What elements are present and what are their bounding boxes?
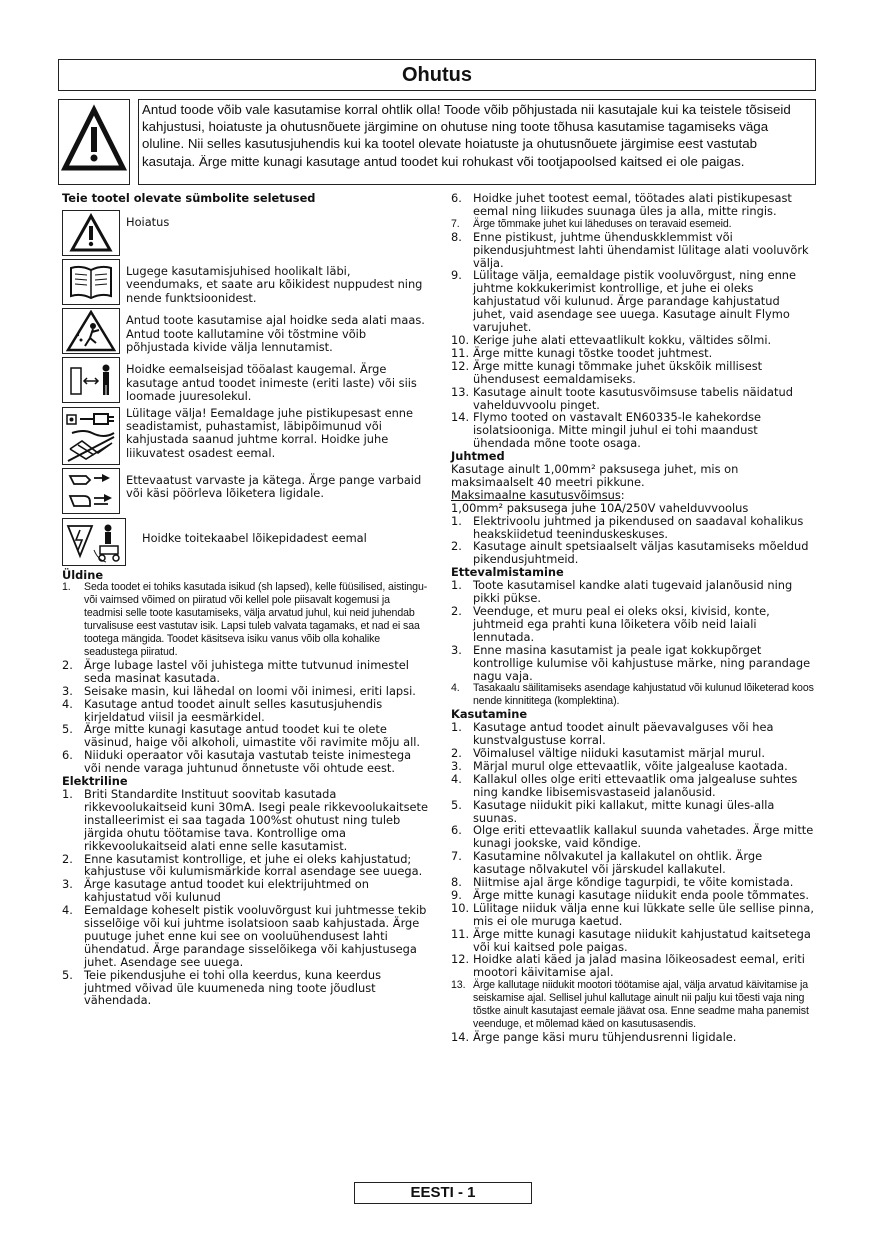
symbol-text: Lülitage välja! Eemaldage juhe pistikupesast enne seadistamist, puhastamist, läbipõimunud või kahjustada saanud juhtme korral. Hoidke juhe liikuvatest osadest eemal.	[126, 405, 414, 460]
cables-rating-value: 1,00mm² paksusega juhe 10A/250V vahelduvvoolus	[451, 500, 749, 515]
right-column	[451, 192, 815, 1044]
list-item: 10. Lülitage niiduk välja enne kui lükkate selle üle sellise pinna, mis ei ole muruga kaetud.	[451, 900, 814, 928]
list-item: 10. Kerige juhe alati ettevaatlikult kokku, vältides sõlmi.	[451, 332, 772, 347]
warning-triangle-icon	[62, 210, 120, 256]
symbol-row	[62, 308, 430, 354]
electrical-list-part1	[62, 788, 430, 1007]
list-item: 9. Ärge mitte kunagi kasutage niidukit enda poole tõmmates.	[451, 887, 809, 902]
symbol-row	[62, 259, 430, 305]
precautions-list	[451, 579, 815, 708]
list-item: 4. Kasutage antud toodet ainult selles kasutusjuhendis kirjeldatud viisil ja eesmärkidel.	[62, 696, 383, 724]
flying-objects-icon	[62, 308, 120, 354]
cable-blades-icon	[62, 518, 126, 566]
list-item: 2. Ärge lubage lastel või juhistega mitte tutvunud inimestel seda masinat kasutada.	[62, 657, 409, 685]
list-item: 1. Seda toodet ei tohiks kasutada isikud (sh lapsed), kelle füüsilised, aistingu- või vaimsed võimed on piiratud või kellel pole piisavalt kogemusi ja teadmisi selle toote kasutamiseks, välja arvatud juhul, kui neid juhendab turvalisuse eest vastutav isik. Lapsi tuleb valvata tagamaks, et nad ei saa tootega mängida. Toodet käsitseva isiku vanus võib olla kohalike seadustega piiratud.	[62, 581, 428, 658]
list-item: 12. Ärge mitte kunagi tõmmake juhet ükskõik millisest ühendusest eemaldamiseks.	[451, 358, 763, 386]
list-item: 3. Märjal murul olge ettevaatlik, võite jalgealuse kaotada.	[451, 758, 788, 773]
list-item: 5. Ärge mitte kunagi kasutage antud toodet kui te olete väsinud, haige või alkoholi, uimastite või ravimite mõju all.	[62, 722, 421, 750]
warning-triangle-icon	[59, 100, 129, 184]
left-column	[62, 192, 430, 1007]
list-item: 6. Niiduki operaator või kasutaja vastutab teiste inimestega või nende varaga juhtunud õnnetuste või ohtude eest.	[62, 748, 412, 776]
list-item: 1. Elektrivoolu juhtmed ja pikendused on saadaval kohalikus heakskiidetud teeninduskeskuses.	[451, 513, 804, 541]
list-item: 13. Kasutage ainult toote kasutusvõimsuse tabelis näidatud vahelduvvoolu pinget.	[451, 384, 793, 412]
symbol-text: Antud toote kasutamise ajal hoidke seda alati maas. Antud toote kallutamine või tõstmine võib põhjustada kivide välja lennutamist.	[126, 313, 425, 354]
cables-heading: Juhtmed	[451, 449, 505, 464]
list-item: 2. Kasutage ainult spetsiaalselt väljas kasutamiseks mõeldud pikendusjuhtmeid.	[451, 539, 809, 567]
symbol-row	[62, 407, 430, 465]
symbol-row	[62, 357, 430, 403]
general-list	[62, 581, 430, 775]
general-heading: Üldine	[62, 567, 104, 582]
symbol-row	[62, 468, 430, 514]
list-item: 6. Olge eriti ettevaatlik kallakul suunda vahetades. Ärge mitte kunagi jookske, vaid kõndige.	[451, 823, 814, 851]
cables-list	[451, 515, 815, 567]
list-item: 6. Hoidke juhet tootest eemal, töötades alati pistikupesast eemal ning liikudes suunaga üles ja alla, mitte ringis.	[451, 191, 792, 218]
list-item: 1. Toote kasutamisel kandke alati tugevaid jalanõusid ning pikki pükse.	[451, 578, 793, 606]
list-item: 11. Ärge mitte kunagi tõstke toodet juhtmest.	[451, 345, 713, 360]
list-item: 4. Tasakaalu säilitamiseks asendage kahjustatud või kulunud lõiketerad koos nende kinnititega (komplektina).	[451, 682, 814, 708]
list-item: 1. Briti Standardite Instituut soovitab kasutada rikkevoolukaitseid kuni 30mA. Isegi peale rikkevoolukaitsete installeerimist ei saa tagada 100%st ohutust ning tuleb järgida ohutu töötamise tava. Kontrollige oma rikkevoolukaitseid alati enne selle kasutamist.	[62, 786, 429, 853]
list-item: 13. Ärge kallutage niidukit mootori töötamise ajal, välja arvatud käivitamise ja seiskamise ajal. Sellisel juhul kallutage ainult nii palju kui tõesti vaja ning tõstke ainult kasutajast eemale jäävat osa. Enne seadme maha panemist veenduge, et mõlemad käed on kasutusasendis.	[451, 979, 809, 1030]
list-item: 2. Enne kasutamist kontrollige, et juhe ei oleks kahjustatud; kahjustuse või kulumismärkide korral asendage see uuega.	[62, 851, 423, 879]
page-title-box	[58, 59, 816, 91]
symbol-row	[62, 210, 430, 256]
operation-heading: Kasutamine	[451, 707, 528, 722]
symbol-text: Hoidke toitekaabel lõikepidadest eemal	[142, 530, 367, 545]
electrical-heading: Elektriline	[62, 774, 128, 789]
list-item: 14. Ärge pange käsi muru tühjendusrenni ligidale.	[451, 1029, 737, 1044]
list-item: 3. Seisake masin, kui lähedal on loomi või inimesi, eriti lapsi.	[62, 683, 416, 698]
warning-icon-box	[58, 99, 130, 185]
list-item: 7. Kasutamine nõlvakutel ja kallakutel on ohtlik. Ärge kasutage nõlvakutel või järskudel kallakutel.	[451, 849, 763, 877]
list-item: 8. Enne pistikust, juhtme ühenduskklemmist või pikendusjuhtmest lahti ühendamist lülitage alati vooluvõrk välja.	[451, 229, 809, 270]
list-item: 2. Veenduge, et muru peal ei oleks oksi, kivisid, konte, juhtmeid ega prahti kuna lõiketera võib neid laiali lennutada.	[451, 604, 770, 644]
list-item: 12. Hoidke alati käed ja jalad masina lõikeosadest eemal, eriti mootori käivitamise ajal.	[451, 952, 805, 980]
list-item: 1. Kasutage antud toodet ainult päevavalguses või hea kunstvalgustuse korral.	[451, 720, 774, 748]
symbol-text: Ettevaatust varvaste ja kätega. Ärge pange varbaid või käsi pöörleva lõiketera ligidale.	[126, 472, 422, 500]
warning-text: Antud toode võib vale kasutamise korral ohtlik olla! Toode võib põhjustada nii kasutajale kui ka teistele tõsiseid kahjustusi, hoiatuste ja ohutusnõuete järgimine on ohutuse ning toote tõhusa kasutamise tagamiseks väga oluline. Nii selles kasutusjuhendis kui ka tootel olevate hoiatuste ja ohutusnõuete järgimise eest vastutab kasutaja. Ärge mitte kunagi kasutage antud toodet kui rohukast või tootjapoolsed kaitsed ei ole paigas.	[138, 99, 816, 185]
list-item: 3. Ärge kasutage antud toodet kui elektrijuhtmed on kahjustatud või kulunud	[62, 877, 369, 905]
list-item: 4. Kallakul olles olge eriti ettevaatlik oma jalgealuse suhtes ning kandke libisemisvastaseid jalanõusid.	[451, 771, 798, 799]
page-footer: EESTI - 1	[354, 1182, 532, 1204]
list-item: 5. Kasutage niidukit piki kallakut, mitte kunagi üles-alla suunas.	[451, 797, 775, 825]
list-item: 11. Ärge mitte kunagi kasutage niidukit kahjustatud kaitsetega või kui kaitsed pole paigas.	[451, 926, 811, 954]
symbol-text: Hoidke eemalseisjad tööalast kaugemal. Ärge kasutage antud toodet inimeste (eriti laste) või siis loomade juuresolekul.	[126, 362, 417, 404]
sharp-blades-icon	[62, 468, 120, 514]
electrical-list-part2	[451, 192, 815, 450]
list-item: 8. Niitmise ajal ärge kõndige tagurpidi, te võite komistada.	[451, 875, 794, 890]
cables-rating-label: Maksimaalne kasutusvõimsus	[451, 487, 621, 502]
manual-book-icon	[62, 259, 120, 305]
symbol-text: Lugege kasutamisjuhised hoolikalt läbi, veendumaks, et saate aru kõikidest nuppudest ning nende funktsioonidest.	[126, 263, 423, 305]
list-item: 2. Võimalusel vältige niiduki kasutamist märjal murul.	[451, 745, 765, 760]
list-item: 5. Teie pikendusjuhe ei tohi olla keerdus, kuna keerdus juhtmed võivad üle kuumeneda ning toote jõudlust vähendada.	[62, 967, 382, 1008]
list-item: 7. Ärge tõmmake juhet kui läheduses on teravaid esemeid.	[451, 217, 732, 230]
symbols-heading: Teie tootel olevate sümbolite seletused	[62, 191, 316, 205]
list-item: 9. Lülitage välja, eemaldage pistik vooluvõrgust, ning enne juhtme kokkukerimist kontrollige, et juhe ei oleks kahjustatud või kulunud. Ärge parandage kahjustatud juhet, vaid asendage see uuega. Kasutage ainult Flymo varujuhet.	[451, 268, 797, 335]
cables-rating: Maksimaalne kasutusvõimsus:	[451, 487, 625, 502]
precautions-heading: Ettevalmistamine	[451, 565, 564, 580]
list-item: 4. Eemaldage koheselt pistik vooluvõrgust kui juhtmesse tekib sisselõige või kui juhtme isolatsioon saab kahjustada. Ärge puutuge juhet enne kui see on vooluühendusest lahti ühendatud. Ärge parandage sisselõikega või kahjustusega juhet. Asendage see uuega.	[62, 903, 427, 969]
operation-list	[451, 721, 815, 1044]
symbol-text: Hoiatus	[126, 214, 170, 229]
page-title: Ohutus	[402, 64, 472, 86]
symbol-row	[62, 518, 430, 566]
list-item: 3. Enne masina kasutamist ja peale igat kokkupõrget kontrollige kulumise või kahjustuse märke, ning parandage nagu vaja.	[451, 642, 811, 683]
unplug-icon	[62, 407, 120, 465]
list-item: 14. Flymo tooted on vastavalt EN60335-le kahekordse isolatsiooniga. Mitte mingil juhul ei tohi maandust ühendada mõne toote osaga.	[451, 410, 762, 451]
keep-distance-icon	[62, 357, 120, 403]
cables-text: Kasutage ainult 1,00mm² paksusega juhet, mis on maksimaalselt 40 meetri pikkune.	[451, 462, 739, 489]
